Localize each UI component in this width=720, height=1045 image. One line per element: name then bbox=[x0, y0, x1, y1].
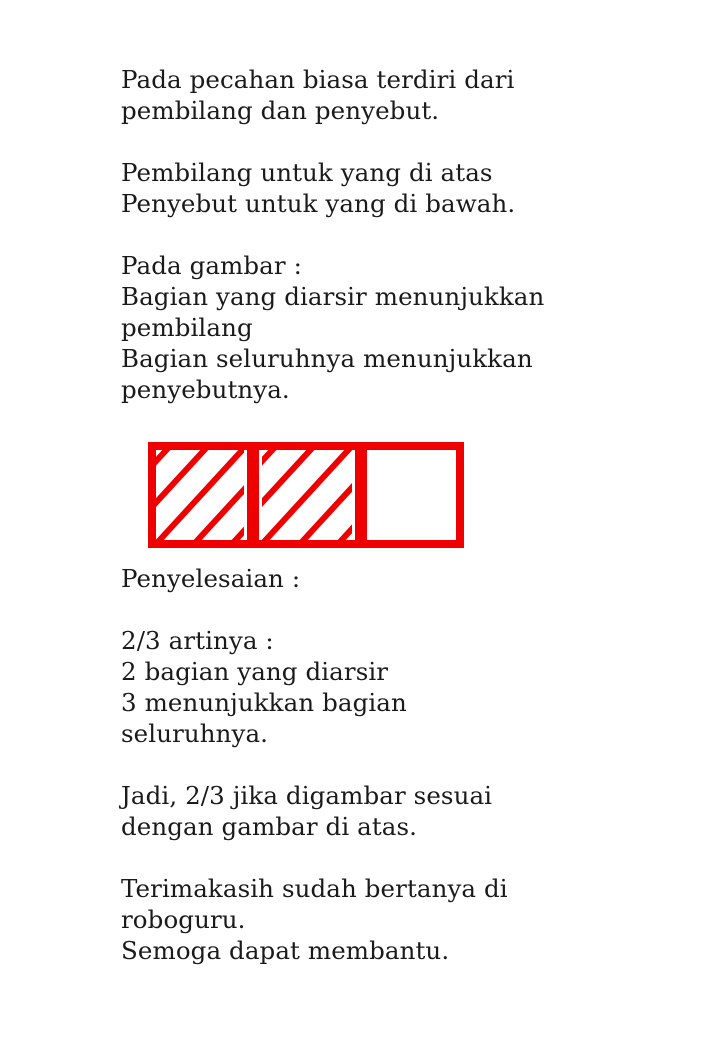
explanation-line: 2/3 artinya : bbox=[121, 626, 274, 655]
fraction-figure bbox=[146, 440, 466, 552]
upper-text bbox=[121, 64, 681, 436]
conclusion-line: dengan gambar di atas. bbox=[121, 812, 418, 841]
picture-note-line: pembilang bbox=[121, 313, 253, 342]
explanation-line: 3 menunjukkan bagian bbox=[121, 688, 407, 717]
intro-line: pembilang dan penyebut. bbox=[121, 96, 440, 125]
picture-note-line: penyebutnya. bbox=[121, 375, 290, 404]
conclusion-paragraph bbox=[121, 780, 681, 842]
fraction-bar-diagram bbox=[146, 440, 466, 552]
explanation-line: seluruhnya. bbox=[121, 719, 269, 748]
picture-note-line: Bagian seluruhnya menunjukkan bbox=[121, 344, 533, 373]
hatch-line bbox=[338, 446, 428, 544]
definition-line: Pembilang untuk yang di atas bbox=[121, 158, 493, 187]
closing-line: Semoga dapat membantu. bbox=[121, 936, 450, 965]
conclusion-line: Jadi, 2/3 jika digambar sesuai bbox=[121, 781, 493, 810]
closing-line: Terimakasih sudah bertanya di bbox=[121, 874, 508, 903]
intro-line: Pada pecahan biasa terdiri dari bbox=[121, 65, 515, 94]
explanation-paragraph bbox=[121, 625, 681, 749]
definition-line: Penyebut untuk yang di bawah. bbox=[121, 189, 516, 218]
definitions-paragraph bbox=[121, 157, 681, 219]
picture-note-line: Pada gambar : bbox=[121, 251, 302, 280]
closing-line: roboguru. bbox=[121, 905, 246, 934]
hatched-part bbox=[186, 446, 466, 544]
picture-note-paragraph bbox=[121, 250, 681, 405]
lower-text bbox=[121, 563, 681, 997]
solution-heading-paragraph bbox=[121, 563, 681, 594]
hatch-line bbox=[376, 446, 466, 544]
hatch-line bbox=[300, 446, 390, 544]
hatched-part bbox=[146, 446, 436, 544]
hatching bbox=[146, 446, 466, 544]
explanation-line: 2 bagian yang diarsir bbox=[121, 657, 389, 686]
closing-paragraph bbox=[121, 873, 681, 966]
hatch-line bbox=[156, 446, 246, 544]
intro-paragraph bbox=[121, 64, 681, 126]
solution-heading: Penyelesaian : bbox=[121, 564, 301, 593]
picture-note-line: Bagian yang diarsir menunjukkan bbox=[121, 282, 545, 311]
hatch-line bbox=[262, 446, 352, 544]
hatch-line bbox=[308, 446, 398, 544]
